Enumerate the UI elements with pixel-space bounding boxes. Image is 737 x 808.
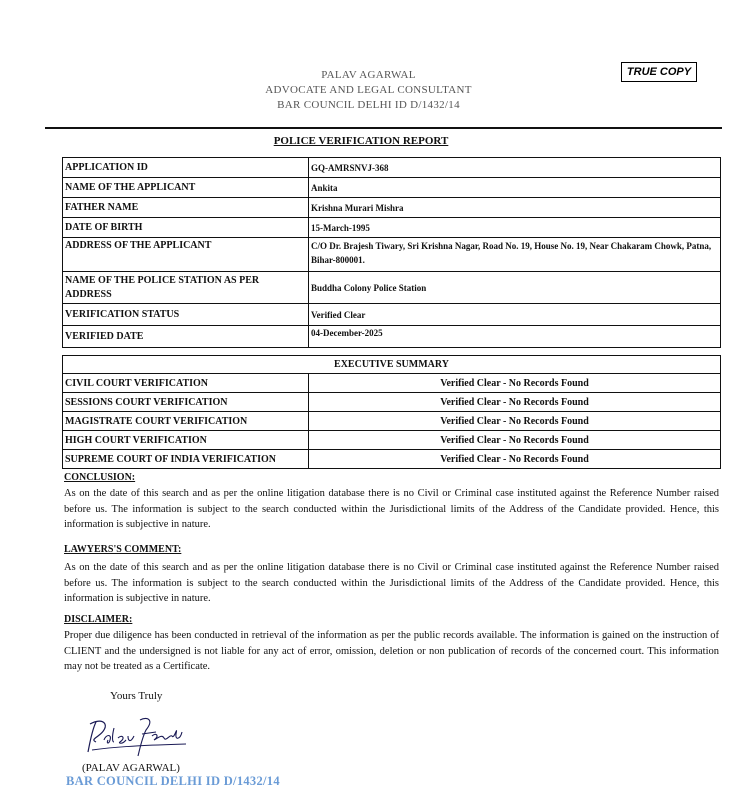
disclaimer-heading: DISCLAIMER: [64,614,133,625]
advocate-name: PALAV AGARWAL [321,69,416,81]
table-row [63,356,721,374]
signatory-bar-id: BAR COUNCIL DELHI ID D/1432/14 [66,774,280,788]
detail-value: Krishna Murari Mishra [309,198,721,218]
table-row [63,158,721,178]
advocate-role: ADVOCATE AND LEGAL CONSULTANT [265,84,472,96]
detail-value: Verified Clear [309,304,721,326]
conclusion-heading: CONCLUSION: [64,472,136,483]
table-row [63,412,721,431]
signature-image [82,712,192,760]
detail-label: ADDRESS OF THE APPLICANT [63,238,309,272]
summary-label: MAGISTRATE COURT VERIFICATION [63,412,309,431]
detail-value: GQ-AMRSNVJ-368 [309,158,721,178]
detail-label: FATHER NAME [63,198,309,218]
detail-label: NAME OF THE POLICE STATION AS PER ADDRESS [63,272,309,304]
table-row [63,198,721,218]
summary-label: HIGH COURT VERIFICATION [63,431,309,450]
detail-value: 04-December-2025 [309,326,721,348]
table-row [63,304,721,326]
summary-value: Verified Clear - No Records Found [309,412,721,431]
executive-summary-table [62,355,721,469]
detail-label: APPLICATION ID [63,158,309,178]
lawyers-comment-heading: LAWYERS'S COMMENT: [64,544,182,555]
table-row [63,178,721,198]
summary-label: SUPREME COURT OF INDIA VERIFICATION [63,450,309,469]
table-row [63,218,721,238]
applicant-details-table [62,157,721,348]
detail-value: Buddha Colony Police Station [309,272,721,304]
summary-label: SESSIONS COURT VERIFICATION [63,393,309,412]
detail-value: Ankita [309,178,721,198]
table-row [63,326,721,348]
lawyers-comment-text: As on the date of this search and as per the online litigation database there is no Civil or Criminal case instituted against the Reference Number raised before us. The information is subject to the search conducted within the Jurisdictional limits of the Address of the Candidate provided. Hence, this information is subjective in nature. [64,562,719,604]
true-copy-stamp: TRUE COPY [621,62,697,82]
table-row [63,431,721,450]
detail-label: NAME OF THE APPLICANT [63,178,309,198]
detail-value: 15-March-1995 [309,218,721,238]
advocate-bar-id: BAR COUNCIL DELHI ID D/1432/14 [277,99,460,111]
table-row [63,374,721,393]
detail-label: VERIFICATION STATUS [63,304,309,326]
detail-label: DATE OF BIRTH [63,218,309,238]
table-row [63,393,721,412]
closing-line: Yours Truly [110,690,163,702]
signatory-name: (PALAV AGARWAL) [82,762,180,774]
detail-label: VERIFIED DATE [63,326,309,348]
table-row [63,238,721,272]
summary-value: Verified Clear - No Records Found [309,374,721,393]
summary-heading: EXECUTIVE SUMMARY [63,356,721,374]
table-row [63,450,721,469]
summary-label: CIVIL COURT VERIFICATION [63,374,309,393]
summary-value: Verified Clear - No Records Found [309,393,721,412]
summary-value: Verified Clear - No Records Found [309,450,721,469]
disclaimer-text: Proper due diligence has been conducted in retrieval of the information as per the public records available. The information is gained on the instruction of CLIENT and the undersigned is not liable for any act of error, omission, deletion or non publication of records of the concerned court. This information may not be treated as a Certificate. [64,630,719,672]
conclusion-text: As on the date of this search and as per the online litigation database there is no Civil or Criminal case instituted against the Reference Number raised before us. The information is subject to the search conducted within the Jurisdictional limits of the Address of the Candidate provided. Hence, this information is subjective in nature. [64,488,719,530]
summary-value: Verified Clear - No Records Found [309,431,721,450]
table-row [63,272,721,304]
detail-value: C/O Dr. Brajesh Tiwary, Sri Krishna Nagar, Road No. 19, House No. 19, Near Chakaram Chowk, Patna, Bihar-800001. [309,238,721,272]
header-divider [45,127,722,129]
report-title: POLICE VERIFICATION REPORT [273,135,449,147]
